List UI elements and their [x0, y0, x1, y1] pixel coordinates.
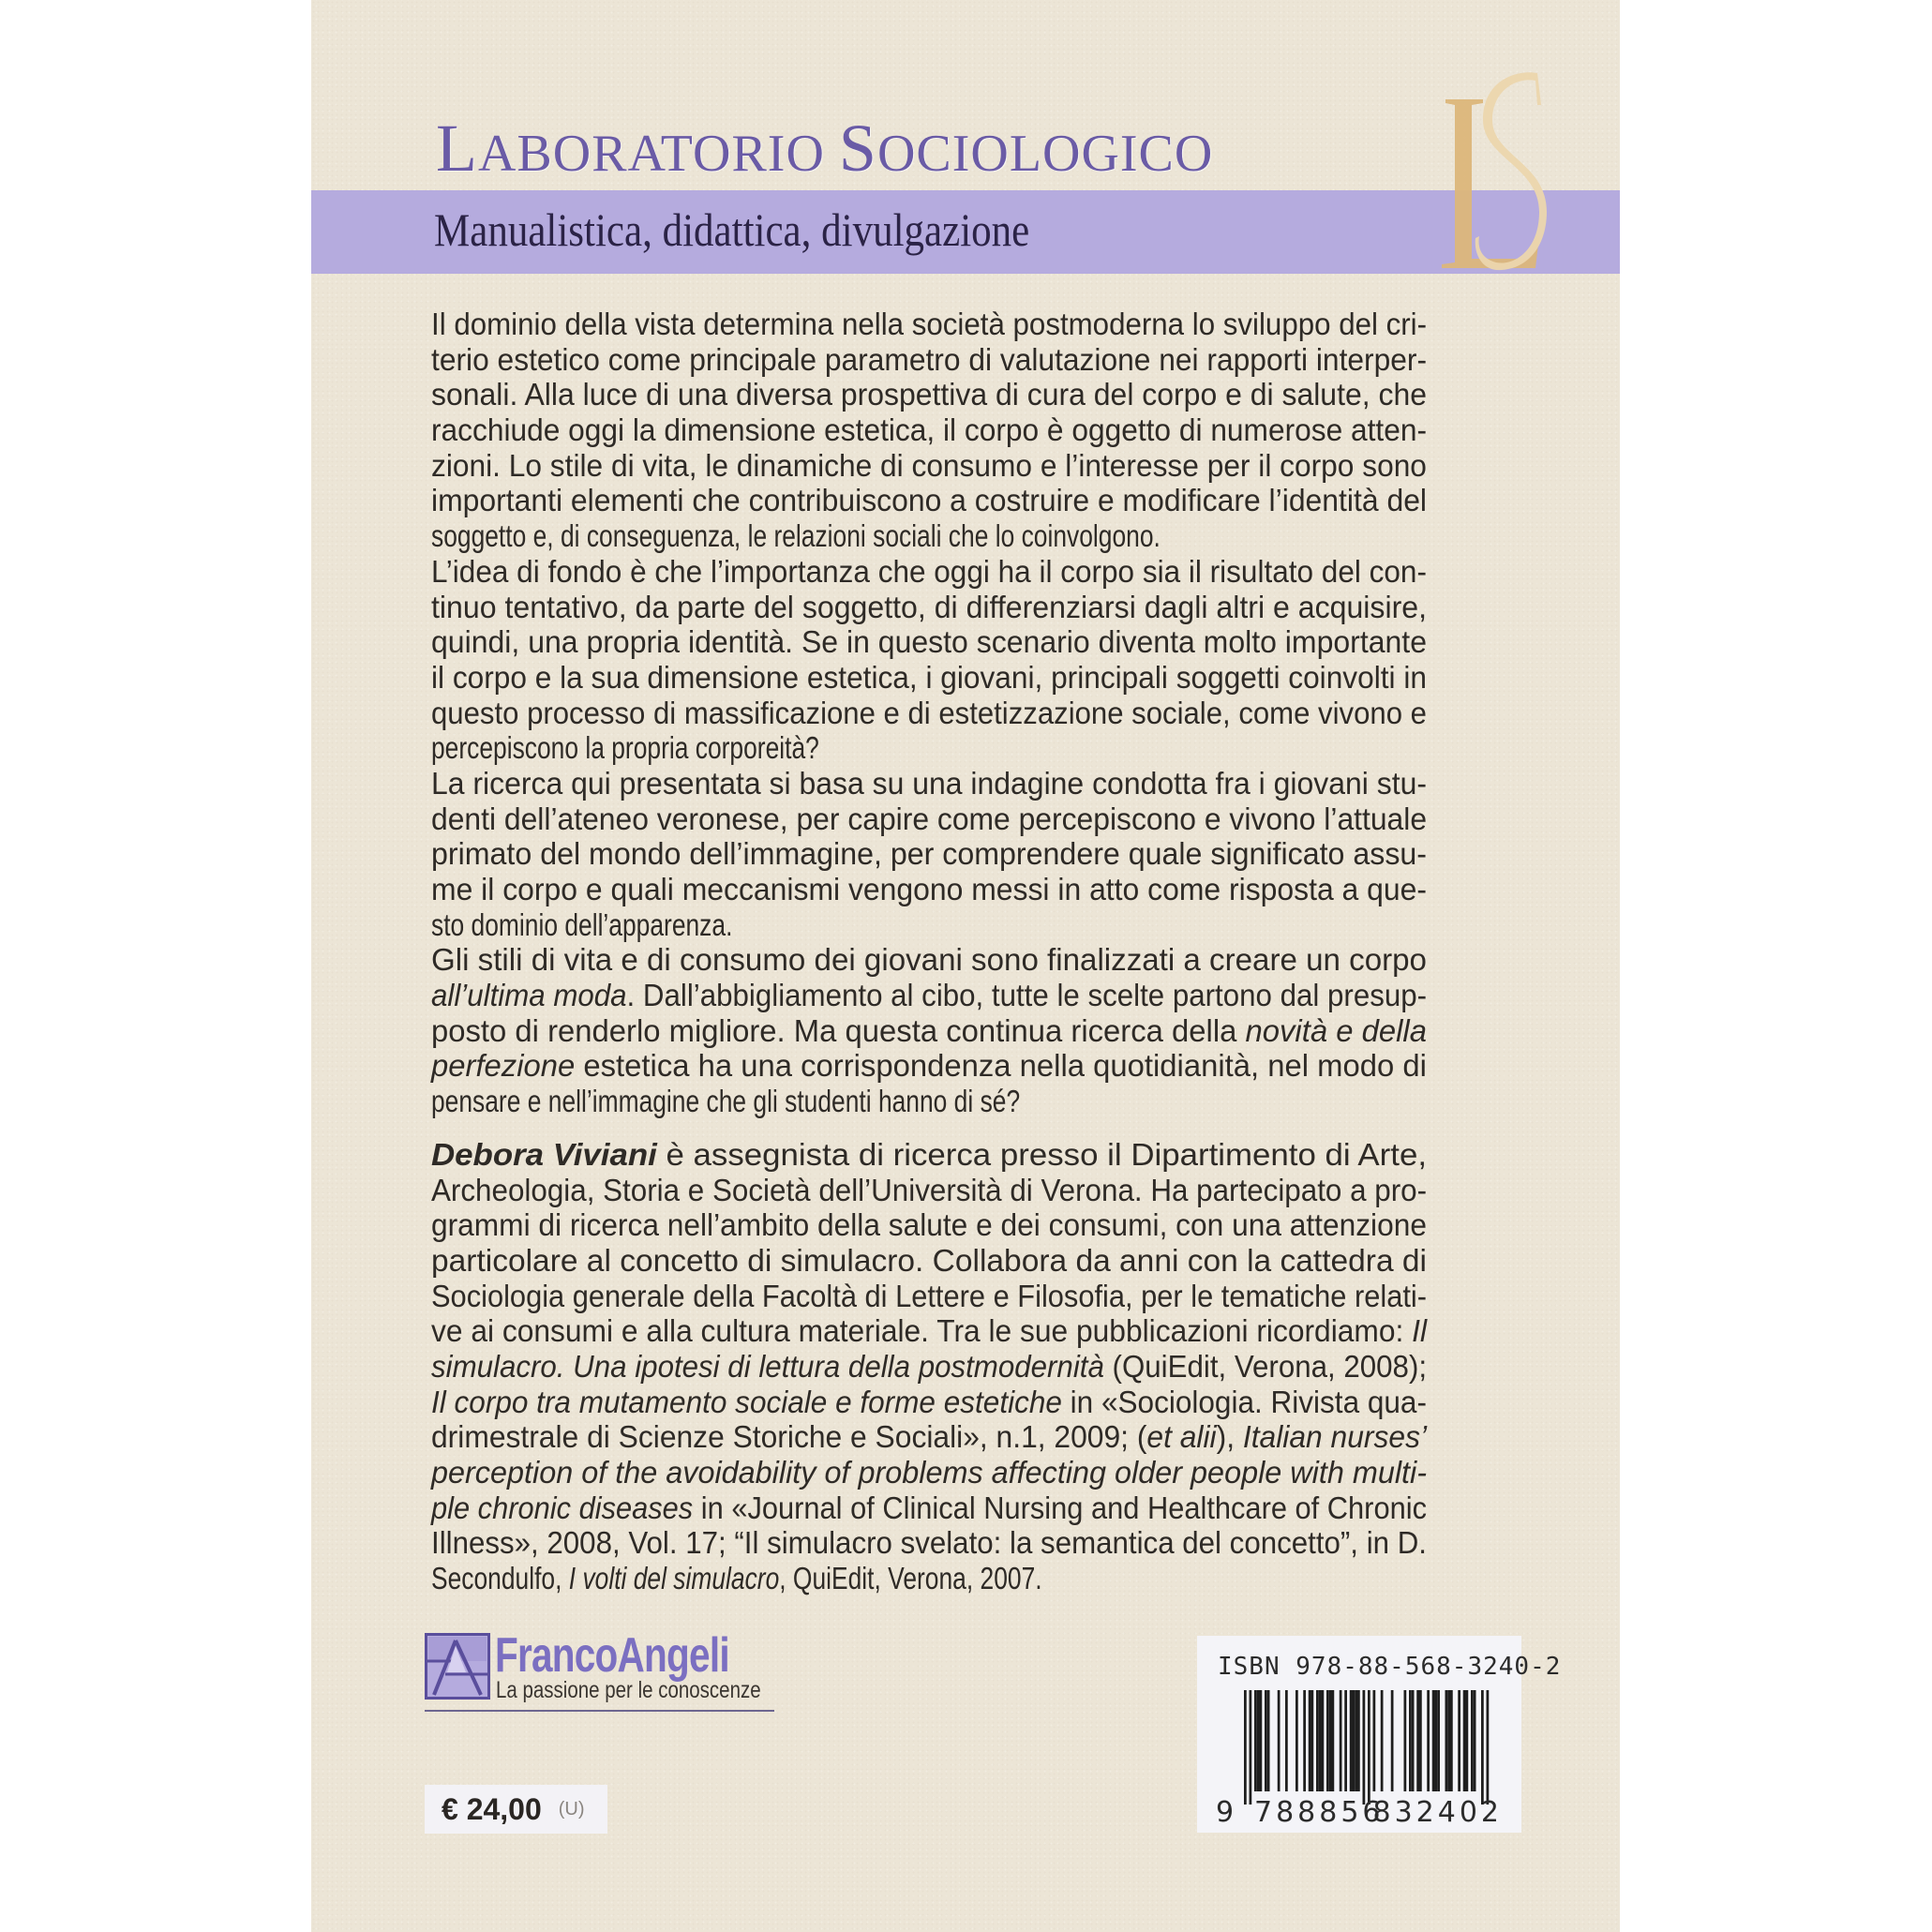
text-line: La ricerca qui presentata si basa su una indagine condotta fra i giovani stu-: [431, 765, 1428, 801]
isbn-label: ISBN 978-88-568-3240-2: [1218, 1653, 1562, 1681]
text-line: posto di renderlo migliore. Ma questa continua ricerca della novità e della: [431, 1012, 1427, 1048]
text-line: all’ultima moda. Dall’abbigliamento al cibo, tutte le scelte partono dal presup-: [431, 978, 1428, 1013]
price-code: (U): [558, 1798, 585, 1820]
text-line: grammi di ricerca nell’ambito della salute e dei consumi, con una attenzione: [431, 1207, 1427, 1243]
text-line: percepiscono la propria corporeità?: [431, 730, 819, 766]
publisher-logo: [425, 1628, 781, 1717]
svg-text:9: 9: [1216, 1796, 1238, 1829]
text-line: terio estetico come principale parametro di valutazione nei rapporti interper-: [431, 341, 1428, 377]
series-title-part: OCIOLOGICO: [876, 125, 1214, 183]
text-line: me il corpo e quali meccanismi vengono messi in atto come risposta a que-: [431, 872, 1427, 906]
text-line: Il dominio della vista determina nella società postmoderna lo sviluppo del cri-: [431, 307, 1428, 341]
text-line: ple chronic diseases in «Journal of Clinical Nursing and Healthcare of Chronic: [431, 1490, 1427, 1525]
series-title-part: S: [838, 111, 877, 186]
publisher-tagline: La passione per le conoscenze: [496, 1677, 761, 1703]
text-line: Debora Viviani è assegnista di ricerca presso il Dipartimento di Arte,: [431, 1136, 1428, 1172]
series-title-part: ABORATORIO: [477, 125, 839, 183]
text-line: sonali. Alla luce di una diversa prospettiva di cura del corpo e di salute, che: [431, 377, 1427, 412]
text-line: questo processo di massificazione e di estetizzazione sociale, come vivono e: [431, 695, 1427, 730]
isbn-barcode-box: [1197, 1636, 1562, 1833]
text-line: L’idea di fondo è che l’importanza che oggi ha il corpo sia il risultato del con-: [431, 553, 1427, 589]
text-line: importanti elementi che contribuiscono a costruire e modificare l’identità del: [431, 483, 1428, 518]
text-line: Secondulfo, I volti del simulacro, QuiEdit, Verona, 2007.: [431, 1561, 1042, 1596]
text-line: il corpo e la sua dimensione estetica, i giovani, principali soggetti coinvolti in: [431, 659, 1427, 695]
text-line: primato del mondo dell’immagine, per comprendere quale significato assu-: [431, 836, 1428, 872]
paragraph-gap: [431, 1119, 1427, 1137]
text-line: perception of the avoidability of problems affecting older people with multi-: [431, 1455, 1428, 1490]
text-line: sto dominio dell’apparenza.: [431, 906, 733, 942]
text-line: soggetto e, di conseguenza, le relazioni sociali che lo coinvolgono.: [431, 518, 1161, 554]
text-line: ve ai consumi e alla cultura materiale. Tra le sue pubblicazioni ricordiamo: Il: [431, 1313, 1428, 1349]
series-title: [436, 111, 1214, 187]
text-line: Sociologia generale della Facoltà di Lettere e Filosofia, per le tematiche relati-: [431, 1278, 1428, 1313]
price-sticker: [425, 1785, 607, 1834]
text-line: zioni. Lo stile di vita, le dinamiche di consumo e l’interesse per il corpo sono: [431, 447, 1427, 483]
barcode-icon: [1206, 1690, 1516, 1829]
text-line: drimestrale di Scienze Storiche e Sociali», n.1, 2009; (et alii), Italian nurses’: [431, 1419, 1428, 1455]
price-amount: € 24,00: [442, 1791, 542, 1826]
blurb-text: [431, 307, 1427, 1596]
text-line: simulacro. Una ipotesi di lettura della postmodernità (QuiEdit, Verona, 2008);: [431, 1348, 1428, 1384]
series-title-part: L: [436, 111, 478, 186]
text-line: quindi, una propria identità. Se in questo scenario diventa molto importante: [431, 624, 1427, 660]
svg-text:832402: 832402: [1372, 1796, 1504, 1829]
text-line: perfezione estetica ha una corrispondenza nella quotidianità, nel modo di: [431, 1048, 1427, 1084]
text-line: tinuo tentativo, da parte del soggetto, di differenziarsi dagli altri e acquisire,: [431, 589, 1428, 624]
text-line: Illness», 2008, Vol. 17; “Il simulacro svelato: la semantica del concetto”, in D.: [431, 1525, 1427, 1561]
text-line: pensare e nell’immagine che gli studenti hanno di sé?: [431, 1084, 1021, 1119]
series-subtitle: Manualistica, didattica, divulgazione: [434, 203, 1030, 256]
text-line: particolare al concetto di simulacro. Collabora da anni con la cattedra di: [431, 1242, 1427, 1278]
francoangeli-logo-icon: [425, 1633, 490, 1700]
author-bio: [431, 1137, 1427, 1596]
svg-text:788856: 788856: [1254, 1796, 1385, 1829]
text-line: Gli stili di vita e di consumo dei giovani sono finalizzati a creare un corpo: [431, 942, 1427, 978]
publisher-underline: [425, 1710, 774, 1712]
ls-monogram-icon: [1425, 71, 1565, 287]
publisher-name: FrancoAngeli: [495, 1628, 729, 1683]
text-line: racchiude oggi la dimensione estetica, il corpo è oggetto di numerose atten-: [431, 412, 1428, 448]
book-back-cover: [311, 0, 1620, 1932]
text-line: Archeologia, Storia e Società dell’Università di Verona. Ha partecipato a pro-: [431, 1172, 1428, 1207]
text-line: denti dell’ateneo veronese, per capire come percepiscono e vivono l’attuale: [431, 801, 1428, 836]
text-line: Il corpo tra mutamento sociale e forme estetiche in «Sociologia. Rivista qua-: [431, 1384, 1427, 1419]
